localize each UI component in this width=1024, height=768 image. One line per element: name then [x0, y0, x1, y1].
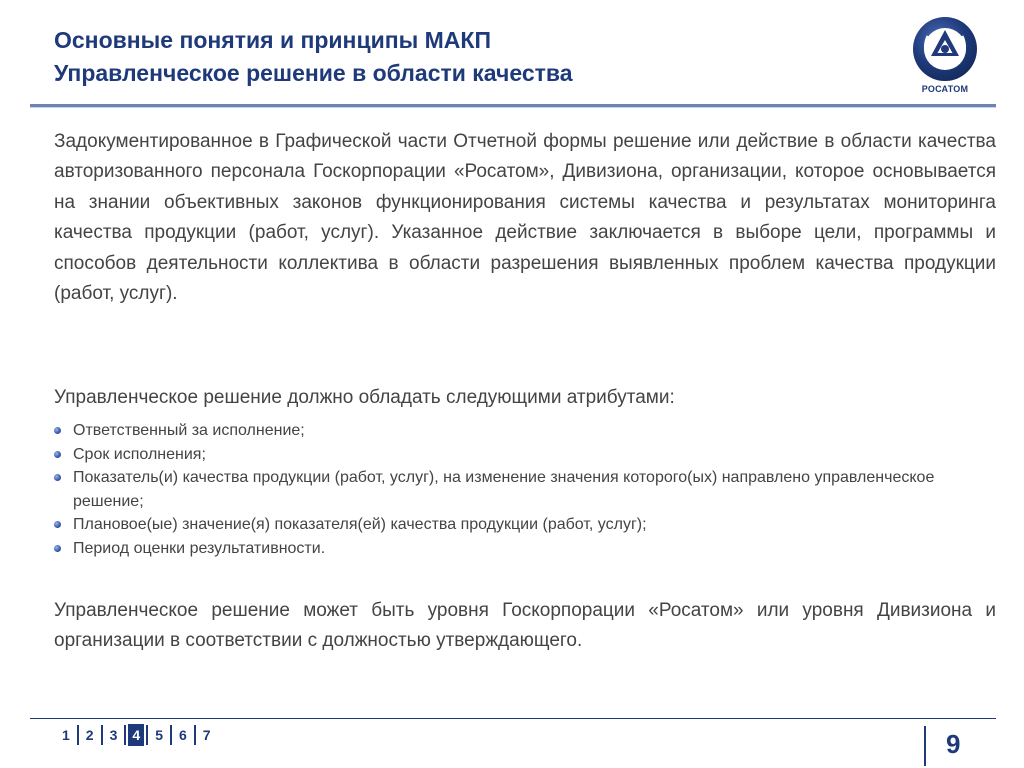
title-line-1: Основные понятия и принципы МАКП — [54, 27, 491, 53]
list-item-text: Ответственный за исполнение; — [73, 422, 305, 439]
list-item — [54, 537, 996, 561]
bullet-icon — [54, 474, 61, 481]
attributes-heading: Управленческое решение должно обладать следующими атрибутами: — [54, 387, 675, 408]
section-link-7[interactable]: 7 — [202, 727, 211, 743]
title-line-2: Управленческое решение в области качества — [54, 60, 573, 86]
pager-separator — [170, 725, 172, 745]
pager-separator — [146, 725, 148, 745]
title-divider-thin — [30, 107, 996, 108]
list-item — [54, 443, 996, 467]
list-item — [54, 419, 996, 443]
list-item-text: Срок исполнения; — [73, 445, 206, 463]
logo-caption: РОСАТОМ — [921, 84, 969, 94]
list-item — [54, 466, 996, 513]
list-item-text: Плановое(ые) значение(я) показателя(ей) качества продукции (работ, услуг); — [73, 516, 647, 533]
slide-title — [54, 24, 854, 90]
section-link-2[interactable]: 2 — [85, 727, 94, 743]
pager-separator — [124, 725, 126, 745]
section-link-3[interactable]: 3 — [109, 727, 118, 743]
bullet-icon — [54, 427, 61, 434]
list-item-text: Показатель(и) качества продукции (работ, услуг), на изменение значения которого(ых) направлено управленческое решение; — [73, 469, 935, 510]
section-link-5[interactable]: 5 — [155, 727, 163, 743]
pager-separator — [77, 725, 79, 745]
page-number-separator — [924, 726, 926, 766]
level-paragraph: Управленческое решение может быть уровня Госкорпорации «Росатом» или уровня Дивизиона и организации в соответствии с должностью утверждающего. — [54, 600, 996, 652]
bullet-icon — [54, 545, 61, 552]
list-item-text: Период оценки результативности. — [73, 539, 326, 557]
section-link-6[interactable]: 6 — [178, 727, 187, 743]
pager-separator — [101, 725, 103, 745]
footer-divider — [30, 718, 996, 719]
bullet-icon — [54, 451, 61, 458]
section-link-1[interactable]: 1 — [62, 727, 70, 743]
page-number: 9 — [946, 729, 961, 759]
attributes-list — [54, 419, 996, 560]
definition-paragraph: Задокументированное в Графической части Отчетной формы решение или действие в области качества авторизованного персонала Госкорпорации «Росатом», Дивизиона, организации, которое основывается на знании объективных законов функционирования системы качества и результатах мониторинга качества продукции (работ, услуг). Указанное действие заключается в выборе цели, программы и способов деятельности коллектива в области разрешения выявленных проблем качества продукции (работ, услуг). — [54, 131, 996, 305]
list-item — [54, 513, 996, 537]
section-pager — [57, 724, 216, 746]
bullet-icon — [54, 521, 61, 528]
section-link-4-active[interactable]: 4 — [128, 724, 144, 746]
pager-separator — [194, 725, 196, 745]
